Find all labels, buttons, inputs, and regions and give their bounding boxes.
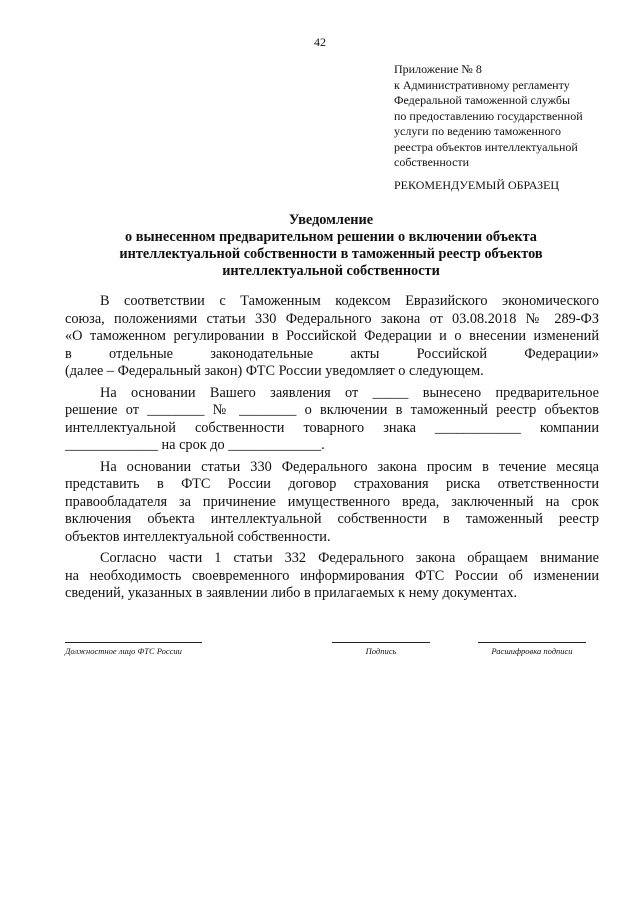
body-line: (далее – Федеральный закон) ФТС России уведомляет о следующем. xyxy=(65,363,484,379)
signature-field xyxy=(332,642,430,656)
appendix-block xyxy=(394,62,604,171)
paragraph-2 xyxy=(65,385,599,455)
page-number: 42 xyxy=(314,35,326,49)
signature-line xyxy=(65,642,202,643)
paragraph-4 xyxy=(65,550,599,603)
document-title xyxy=(64,212,598,280)
body-line: сведений, указанных в заявлении либо в прилагаемых к нему документах. xyxy=(65,585,518,601)
transcript-label: Расшифровка подписи xyxy=(491,646,573,656)
body-line: союза, положениями статьи 330 Федерального закона от 03.08.2018 № 289-ФЗ xyxy=(65,310,599,327)
appendix-line: реестра объектов интеллектуальной xyxy=(394,139,578,154)
title-line: Уведомление xyxy=(288,212,374,228)
body-line: На основании статьи 330 Федерального закона просим в течение месяца xyxy=(100,458,599,475)
title-line: о вынесенном предварительном решении о включении объекта xyxy=(125,229,537,245)
body-line: объектов интеллектуальной собственности. xyxy=(65,528,331,545)
body-line: правообладателя за причинение имущественного вреда, заключенный на срок xyxy=(65,493,599,510)
signature-label: Подпись xyxy=(365,646,397,656)
title-line: интеллектуальной собственности в таможенный реестр объектов xyxy=(119,246,543,262)
official-label: Должностное лицо ФТС России xyxy=(65,646,182,656)
appendix-line: по предоставлению государственной xyxy=(394,108,583,123)
signature-line xyxy=(332,642,430,643)
body-line: представить в ФТС России договор страхования риска ответственности xyxy=(65,476,599,492)
body-line: На основании Вашего заявления от _____ вынесено предварительное xyxy=(100,384,599,401)
title-line: интеллектуальной собственности xyxy=(222,263,440,279)
transcript-field xyxy=(478,642,586,656)
appendix-line: к Административному регламенту xyxy=(394,77,570,92)
body-line: интеллектуальной собственности товарного знака ____________ компании xyxy=(65,419,599,436)
body-line: Согласно части 1 статьи 332 Федерального закона обращаем внимание xyxy=(100,550,599,566)
signature-block xyxy=(65,642,599,662)
document-body xyxy=(65,293,599,607)
body-line: В соответствии с Таможенным кодексом Евразийского экономического xyxy=(100,293,599,309)
appendix-line: собственности xyxy=(394,155,470,169)
body-line: включения объекта интеллектуальной собственности в таможенный реестр xyxy=(65,511,599,527)
body-line: решение от ________ № ________ о включении в таможенный реестр объектов xyxy=(65,402,599,418)
body-line: _____________ на срок до _____________. xyxy=(65,437,325,453)
appendix-line: Федеральной таможенной службы xyxy=(394,93,571,107)
signature-line xyxy=(478,642,586,643)
appendix-line: Приложение № 8 xyxy=(394,62,482,76)
body-line: на необходимость своевременного информирования ФТС России об изменении xyxy=(65,567,599,584)
paragraph-3 xyxy=(65,459,599,547)
paragraph-1 xyxy=(65,293,599,381)
appendix-line: услуги по ведению таможенного xyxy=(394,124,562,138)
sample-label: РЕКОМЕНДУЕМЫЙ ОБРАЗЕЦ xyxy=(394,178,560,192)
body-line: «О таможенном регулировании в Российской Федерации и о внесении изменений xyxy=(65,328,599,344)
official-signature-field xyxy=(65,642,202,656)
body-line: в отдельные законодательные акты Российской Федерации» xyxy=(65,345,599,362)
